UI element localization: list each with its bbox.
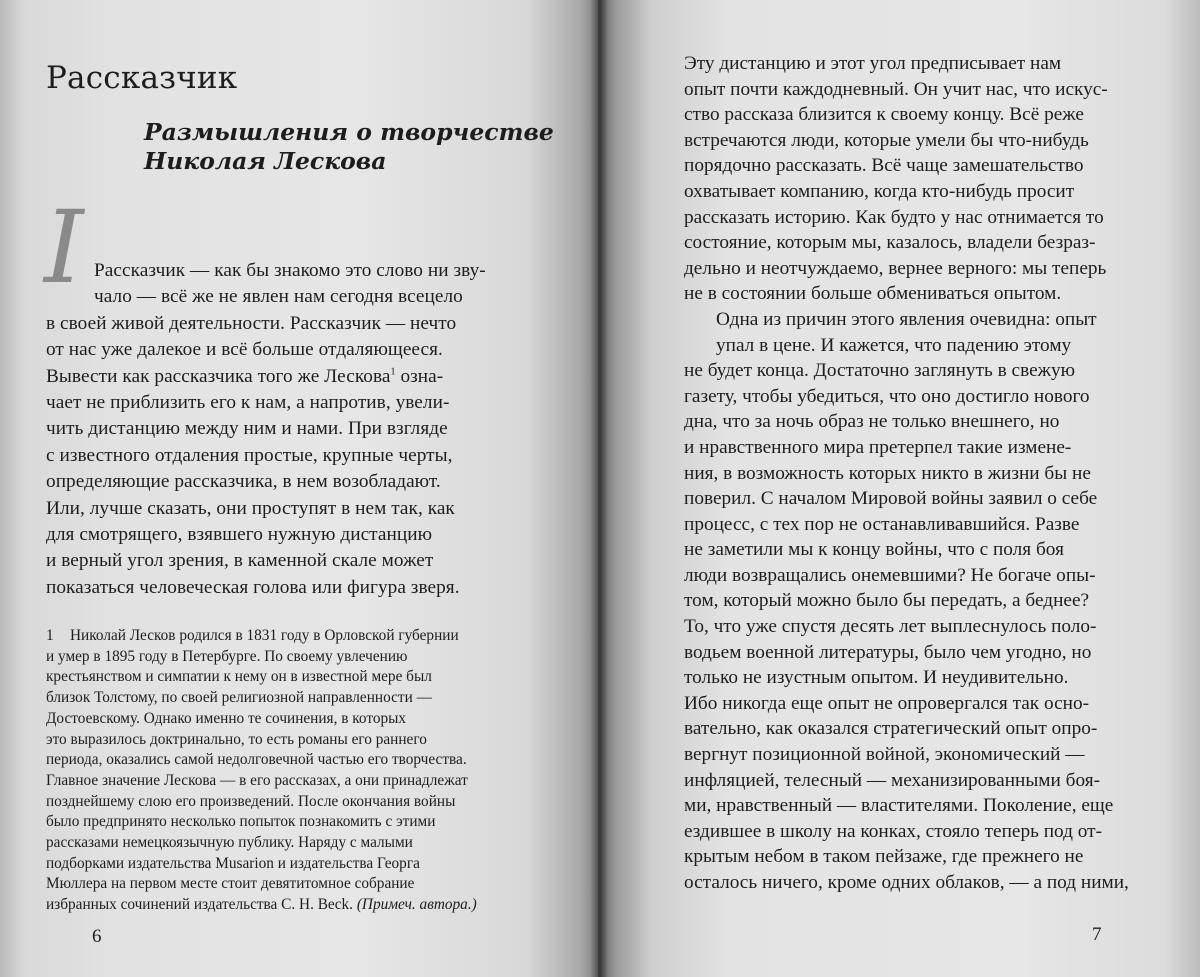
text-fragment: Вывести как рассказчика того же Лескова: [46, 365, 391, 387]
author-note: (Примеч. автора.): [356, 896, 477, 914]
text-line: Эту дистанцию и этот угол предписывает нам: [684, 53, 1062, 74]
text-line: чало — всё же не явлен нам сегодня всецело: [94, 286, 463, 308]
footnote-line: подборками издательства Musarion и издательства Георга: [46, 854, 420, 872]
chapter-subtitle: [144, 118, 584, 176]
text-line: осталось ничего, кроме одних облаков, — а под ними,: [684, 872, 1129, 893]
text-line: встречаются люди, которые умели бы что-нибудь: [684, 129, 1089, 151]
footnote-line: рассказами немецкоязычную публику. Наряду с малыми: [46, 834, 413, 852]
text-line: ния, в возможность которых никто в жизни бы не: [684, 462, 1091, 484]
footnote-line: это выразилось доктринально, то есть романы его раннего: [46, 730, 427, 748]
footnote-line: Мюллера на первом месте стоит девятитомное собрание: [46, 875, 415, 893]
text-line: с известного отдаления простые, крупные черты,: [46, 444, 453, 466]
footnote-line: было предпринято несколько попыток познакомить с этими: [46, 813, 436, 831]
text-line: от нас уже далекое и всё больше отдаляющееся.: [46, 339, 443, 361]
text-line: Ибо никогда еще опыт не опровергался так осно-: [684, 692, 1090, 714]
text-line: ездившее в школу на конках, стояло теперь под от-: [684, 820, 1103, 842]
text-line: чить дистанцию между ним и нами. При взгляде: [46, 418, 448, 440]
text-line: Или, лучше сказать, они проступят в нем так, как: [46, 497, 455, 519]
book-gutter: [590, 0, 608, 977]
text-line: в своей живой деятельности. Рассказчик — нечто: [46, 312, 457, 334]
text-line: показаться человеческая голова или фигура зверя.: [46, 576, 460, 598]
text-fragment: избранных сочинений издательства С. Н. Beck.: [46, 896, 357, 914]
footnote-line: [46, 895, 536, 916]
text-line: и нравственного мира претерпел такие измене-: [684, 436, 1072, 458]
footnote-line: [46, 626, 536, 647]
text-line: для смотрящего, взявшего нужную дистанцию: [46, 524, 433, 546]
footnote-line: крестьянством и симпатии к нему он в известной мере был: [46, 668, 432, 686]
text-line: определяющие рассказчика, в нем возобладают.: [46, 471, 441, 493]
text-line: чает не приблизить его к нам, а напротив, увели-: [46, 392, 450, 414]
left-body-text: [46, 258, 528, 601]
text-fragment: Николай Лесков родился в 1831 году в Орловской губернии: [70, 627, 459, 644]
text-line: крытым небом в таком пейзаже, где прежнего не: [684, 846, 1084, 868]
footnote-line: близок Толстому, по своей религиозной направленности —: [46, 689, 432, 707]
footnote: [46, 626, 536, 916]
text-line: упал в цене. И кажется, что падению этому: [716, 334, 1072, 356]
footnote-reference[interactable]: 1: [390, 366, 396, 378]
text-line: только не изустным опытом. И неудивительно.: [684, 667, 1069, 689]
text-line: газету, чтобы убедиться, что оно достигло нового: [684, 385, 1090, 407]
text-line: порядочно рассказать. Всё чаще замешательство: [684, 155, 1084, 177]
footnote-number: 1: [46, 627, 54, 644]
footnote-line: и умер в 1895 году в Петербурге. По своему увлечению: [46, 647, 408, 665]
text-line: дельно и неотчуждаемо, вернее верного: мы теперь: [684, 257, 1107, 279]
text-line: вергнут позиционной войной, экономический —: [684, 744, 1085, 766]
footnote-line: позднейшему слою его произведений. После окончания войны: [46, 792, 456, 810]
text-line: То, что уже спустя десять лет выплеснулось поло-: [684, 616, 1097, 638]
text-line: не в состоянии больше обмениваться опытом.: [684, 283, 1062, 305]
text-line: дна, что за ночь образ не только внешнего, но: [684, 411, 1060, 433]
text-line: охватывает компанию, когда кто-нибудь просит: [684, 180, 1075, 202]
text-line: не заметили мы к концу войны, что с поля боя: [684, 539, 1064, 561]
text-line: люди возвращались онемевшими? Не богаче опы-: [684, 564, 1096, 586]
subtitle-line: Николая Лескова: [144, 147, 387, 175]
footnote-line: периода, оказались самой недолговечной частью его творчества.: [46, 751, 467, 769]
text-line: Рассказчик — как бы знакомо это слово ни зву-: [94, 260, 486, 281]
text-line: поверил. С началом Мировой войны заявил о себе: [684, 488, 1098, 510]
right-body-text: [684, 51, 1164, 896]
text-line: опыт почти каждодневный. Он учит нас, что искус-: [684, 78, 1108, 100]
text-line: ми, нравственный — властителями. Поколение, еще: [684, 795, 1114, 817]
text-line: [46, 364, 528, 390]
section-numeral: I: [44, 189, 84, 306]
text-line: рассказать историю. Как будто у нас отнимается то: [684, 206, 1104, 228]
chapter-title: Рассказчик: [46, 60, 238, 96]
left-page: [0, 0, 598, 977]
page-number: 6: [92, 926, 102, 947]
text-line: ство рассказа близится к своему концу. Всё реже: [684, 104, 1084, 126]
text-line: вательно, как оказался стратегический опыт опро-: [684, 718, 1098, 740]
footnote-line: Достоевскому. Однако именно те сочинения, в которых: [46, 709, 407, 727]
text-fragment: озна-: [395, 365, 444, 387]
text-line: и верный угол зрения, в каменной скале может: [46, 550, 434, 572]
text-line: состояние, которым мы, казалось, владели безраз-: [684, 232, 1096, 254]
text-line: водьем военной литературы, было чем угодно, но: [684, 641, 1092, 663]
text-line: не будет конца. Достаточно заглянуть в свежую: [684, 360, 1076, 382]
text-line: том, который можно было бы передать, а беднее?: [684, 590, 1090, 612]
text-line: процесс, с тех пор не останавливавшийся. Разве: [684, 513, 1080, 535]
text-line: инфляцией, телесный — механизированными боя-: [684, 769, 1101, 791]
footnote-line: Главное значение Лескова — в его рассказах, а они принадлежат: [46, 771, 468, 789]
text-line: Одна из причин этого явления очевидна: опыт: [716, 308, 1097, 330]
page-number: 7: [1092, 924, 1102, 945]
subtitle-line: Размышления о творчестве: [144, 118, 554, 146]
